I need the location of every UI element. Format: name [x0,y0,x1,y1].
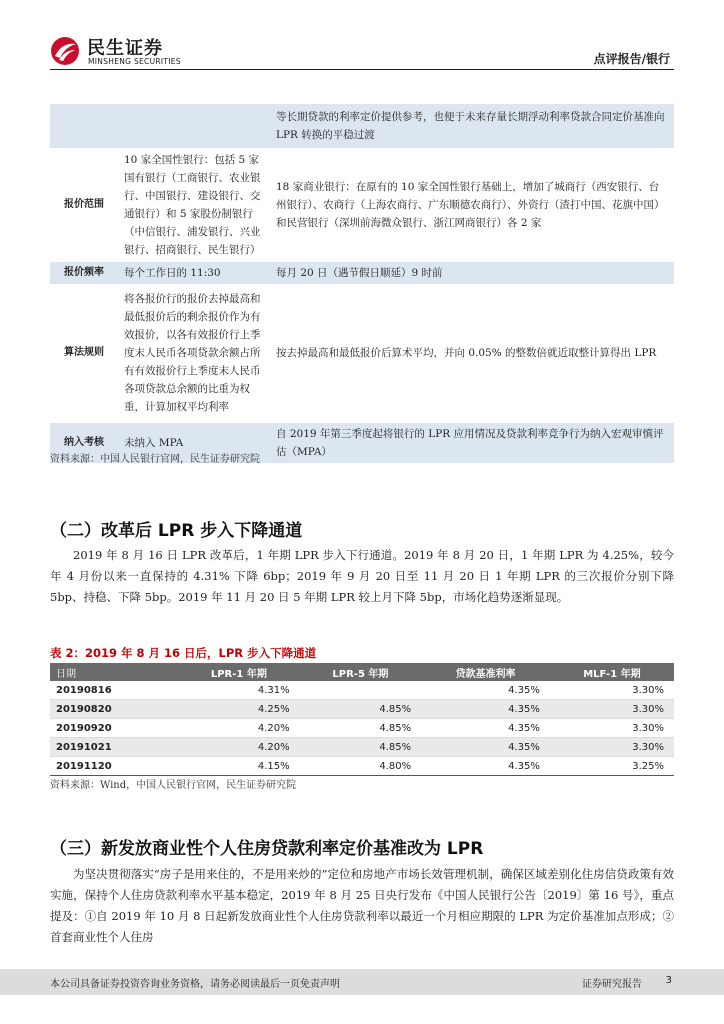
table2-source: 资料来源：Wind，中国人民银行官网，民生证券研究院 [50,780,297,791]
cell-before: 将各报价行的报价去掉最高和最低报价后的剩余报价作为有效报价，以各有效报价行上季度末人民币各项贷款余额占所有有效报价行上季度末人民币各项贷款总余额的比重为权重，计算加权平均利率 [124,293,261,413]
cell-after: 18 家商业银行：在原有的 10 家全国性银行基础上，增加了城商行（西安银行、台州银行）、农商行（上海农商行、广东顺德农商行）、外资行（渣打中国、花旗中国）和民营银行（深圳前海微众银行、浙江网商银行）各 2 家 [276,180,665,229]
minsheng-logo-icon [50,36,80,66]
row-label: 报价范围 [64,198,104,210]
value-cell: 3.30% [550,719,674,738]
value-cell: 4.25% [178,700,300,719]
value-cell: 4.31% [178,681,300,700]
value-cell: 3.30% [550,738,674,757]
column-header: 贷款基准利率 [421,663,550,681]
body-paragraph: 为坚决贯彻落实“房子是用来住的，不是用来炒的”定位和房地产市场长效管理机制，确保区域差别化住房信贷政策有效实施，保持个人住房贷款利率水平基本稳定，2019 年 8 月 25 日央行发布《中国人民银行公告〔2019〕第 16 号》，重点提及：①自 2019 年 10 月 8 日起新发放商业性个人住房贷款利率以最近一个月相应期限的 LPR 为定价基准加点形成；②首套商业性个人住房 [50,867,674,944]
date-cell: 20190920 [50,719,178,738]
cell-after: 自 2019 年第三季度起将银行的 LPR 应用情况及贷款利率竞争行为纳入宏观审慎评估（MPA） [270,422,674,463]
row-label [50,104,118,148]
value-cell: 4.20% [178,738,300,757]
value-cell: 4.85% [300,738,422,757]
table-row [50,261,674,284]
table1-source: 资料来源：中国人民银行官网，民生证券研究院 [50,454,260,465]
section-title: （三）新发放商业性个人住房贷款利率定价基准改为 LPR [50,839,484,859]
value-cell: 4.35% [421,738,550,757]
section-title: （二）改革后 LPR 步入下降通道 [50,521,303,541]
value-cell: 4.35% [421,719,550,738]
table-row [50,757,674,776]
value-cell: 4.15% [178,757,300,776]
cell-before: 10 家全国性银行：包括 5 家国有银行（工商银行、农业银行、中国银行、建设银行、交通银行）和 5 家股份制银行（中信银行、浦发银行、兴业银行、招商银行、民生银行） [124,153,261,256]
value-cell: 4.35% [421,757,550,776]
cell-after: 每月 20 日（遇节假日顺延）9 时前 [270,261,674,284]
value-cell: 3.25% [550,757,674,776]
date-cell: 20190820 [50,700,178,719]
cell-before: 每个工作日的 11:30 [118,261,270,284]
comparison-table [50,104,674,464]
value-cell: 3.30% [550,700,674,719]
column-header: 日期 [50,663,178,681]
page-number: 3 [665,975,672,986]
date-cell: 20191120 [50,757,178,776]
header-divider [50,69,674,70]
page-header [0,0,724,70]
table-caption: 表 2：2019 年 8 月 16 日后，LPR 步入下降通道 [50,646,317,660]
table-row [50,104,674,148]
cell-after: 按去掉最高和最低报价后算术平均，并向 0.05% 的整数倍就近取整计算得出 LPR [276,347,657,359]
column-header: MLF-1 年期 [550,663,674,681]
footer-disclaimer: 本公司具备证券投资咨询业务资格，请务必阅读最后一页免责声明 [50,979,340,990]
value-cell: 4.35% [421,681,550,700]
table-row [50,284,674,422]
value-cell: 4.80% [300,757,422,776]
cell-before [118,104,270,148]
value-cell: 4.20% [178,719,300,738]
row-label: 算法规则 [64,347,104,358]
footer-label: 证券研究报告 [582,979,642,990]
value-cell: 3.30% [550,681,674,700]
date-cell: 20190816 [50,681,178,700]
body-paragraph: 2019 年 8 月 16 日 LPR 改革后，1 年期 LPR 步入下行通道。2019 年 8 月 20 日，1 年期 LPR 为 4.25%，较今年 4 月份以来一直保持的 4.31% 下降 6bp；2019 年 9 月 20 日至 11 月 20 日 1 年期 LPR 的三次报价分别下降 5bp、持稳、下降 5bp。2019 年 11 月 20 日 5 年期 LPR 较上月下降 5bp，市场化趋势逐渐显现。 [50,548,674,604]
table-row [50,738,674,757]
brand-name: 民生证券 [87,38,163,59]
row-label: 纳入考核 [50,422,118,463]
column-header: LPR-5 年期 [300,663,422,681]
value-cell: 4.35% [421,700,550,719]
value-cell [300,681,422,700]
table-row [50,700,674,719]
report-type: 点评报告/银行 [593,52,670,66]
value-cell: 4.85% [300,719,422,738]
date-cell: 20191021 [50,738,178,757]
cell-before: 未纳入 MPA [118,422,270,463]
brand-name-english: MINSHENG SECURITIES [88,57,181,66]
row-label: 报价频率 [50,261,118,284]
table-row [50,719,674,738]
cell-after: 等长期贷款的利率定价提供参考，也便于未来存量长期浮动利率贷款合同定价基准向 LPR 转换的平稳过渡 [270,104,674,148]
column-header: LPR-1 年期 [178,663,300,681]
value-cell: 4.85% [300,700,422,719]
table-header-row [50,663,674,681]
lpr-table [50,663,674,776]
table-row [50,148,674,261]
table-row [50,681,674,700]
